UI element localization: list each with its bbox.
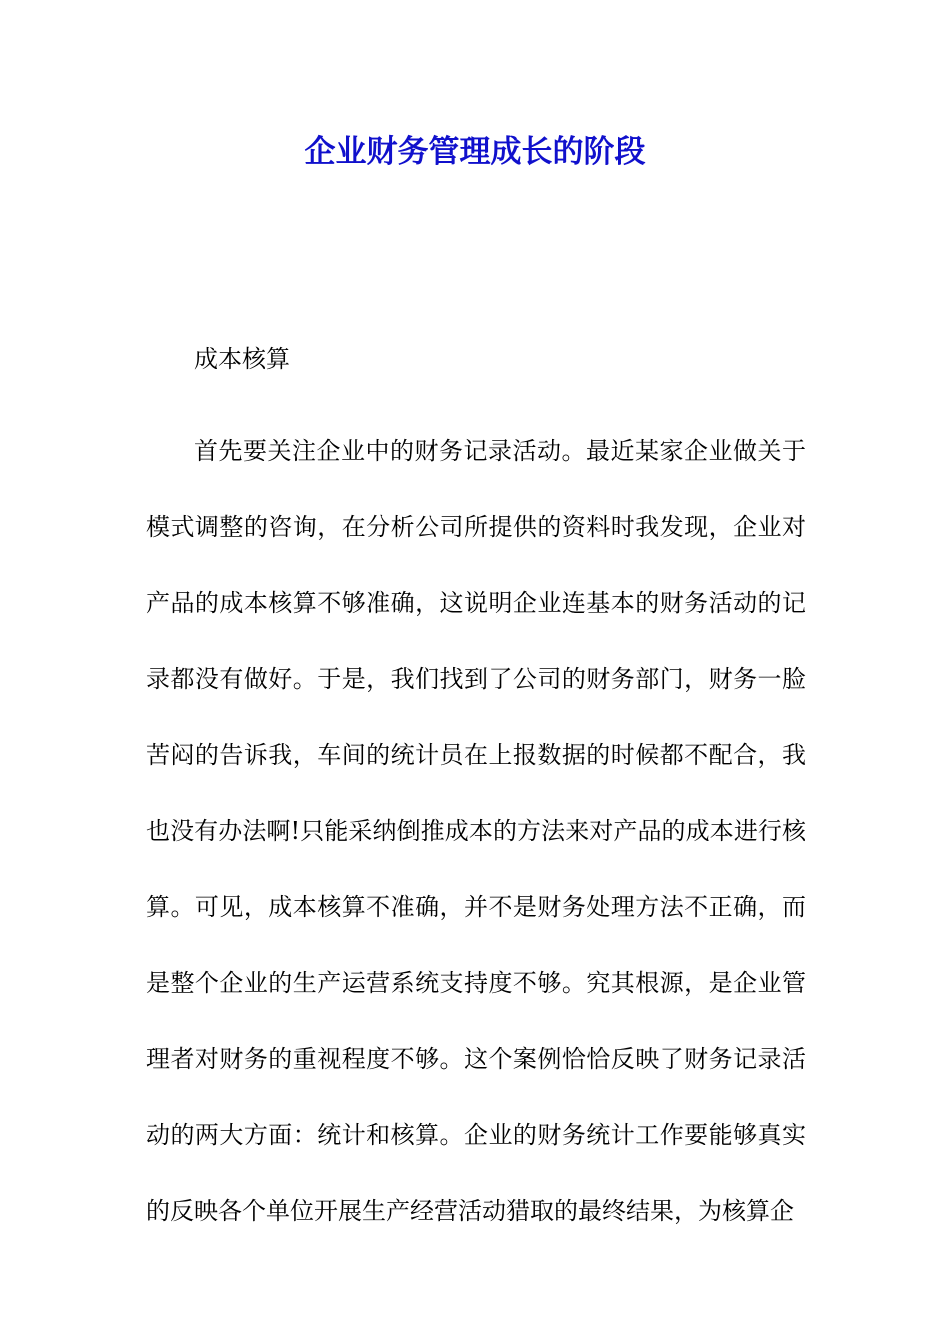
section-heading: 成本核算 [194,345,290,373]
document-title: 企业财务管理成长的阶段 [304,134,646,170]
body-paragraph: 首先要关注企业中的财务记录活动。最近某家企业做关于模式调整的咨询，在分析公司所提供的资料时我发现，企业对产品的成本核算不够准确，这说明企业连基本的财务活动的记录都没有做好。于是，我们找到了公司的财务部门，财务一脸苦闷的告诉我，车间的统计员在上报数据的时候都不配合，我也没有办法啊!只能采纳倒推成本的方法来对产品的成本进行核算。可见，成本核算不准确，并不是财务处理方法不正确，而是整个企业的生产运营系统支持度不够。究其根源，是企业管理者对财务的重视程度不够。这个案例恰恰反映了财务记录活动的两大方面：统计和核算。企业的财务统计工作要能够真实的反映各个单位开展生产经营活动猎取的最终结果，为核算企 [146,437,806,1225]
